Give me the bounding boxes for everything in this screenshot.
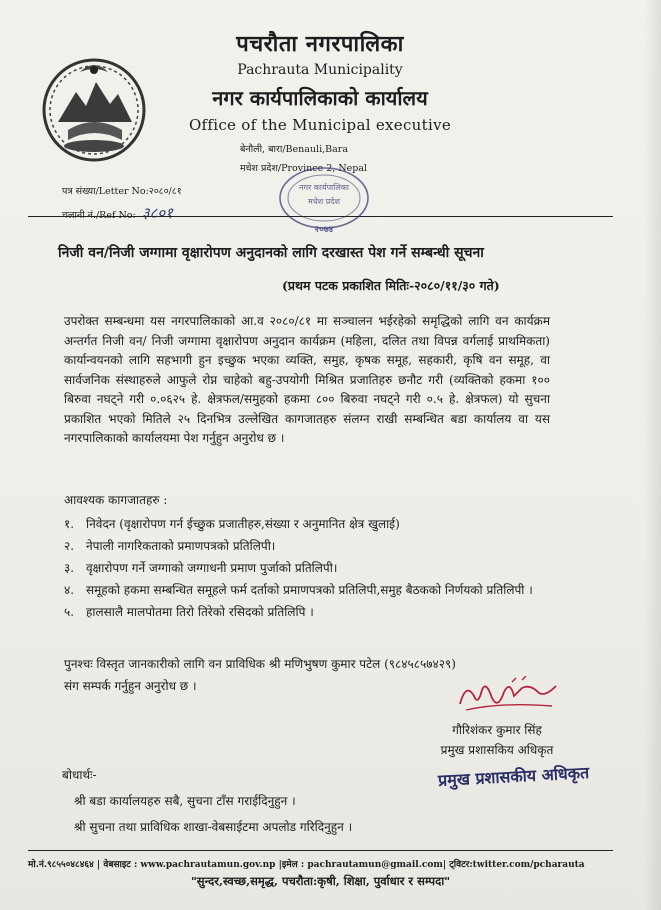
cc-list xyxy=(74,788,352,840)
letter-number-label: पत्र संख्या/Letter No: xyxy=(62,186,149,197)
list-item: ५. हालसालै मालपोतमा तिरो तिरेको रसिदको प्रतिलिपि । xyxy=(64,605,314,619)
footer-slogan: "सुन्दर,स्वच्छ,समृद्ध, पचरौता:कृषी, शिक्षा, पुर्वाधार र सम्पदा" xyxy=(190,874,451,888)
cc-heading: बोधार्थः- xyxy=(62,768,97,782)
page-edge-shadow xyxy=(643,0,661,910)
municipality-name-np: पचरौता नगरपालिका xyxy=(236,31,404,57)
stamp-text-top: नगर कार्यपालिका xyxy=(299,183,349,192)
office-stamp xyxy=(268,162,376,242)
handwritten-signature xyxy=(452,676,562,716)
documents-heading: आवश्यक कागजातहरु : xyxy=(64,493,168,507)
address-line-1: बेनौली, बारा/Benauli,Bara xyxy=(240,144,348,155)
notice-body-paragraph: उपरोक्त सम्बन्धमा यस नगरपालिकाको आ.व २०८०/८१ मा सञ्चालन भईरहेको समृद्धिको लागि वन कार्यक्रम अन्तर्गत निजी वन/ निजी जग्गामा वृक्षारोपण अनुदान कार्यक्रम (महिला, दलित तथा विपन्न वर्गलाई प्राथमिकता) कार्यान्वयनको लागि सहभागी हुन इच्छुक भएका व्यक्ति, समुह, कृषक समूह, सहकारी, कृषि वन समूह, वा सार्वजनिक संस्थाहरुले आफुले रोप्न चाहेको बहु-उपयोगी मिश्रित प्रजातिहरु छनौट गरी (व्यक्तिको हकमा १०० बिरुवा नघट्ने गरी ०.०६२५ हे. क्षेत्रफल/समुहको हकमा ८०० बिरुवा नघट्ने गरी ०.५ हे. क्षेत्रफल) यो सुचना प्रकाशित भएको मितिले २५ दिनभित्र उल्लेखित कागजातहरु संलग्न राखी सम्बन्धित बडा कार्यालय वा यस नगरपालिकाको कार्यालयमा पेश गर्नुहुन अनुरोध छ । xyxy=(64,314,550,445)
signatory-title: प्रमुख प्रशासकिय अधिकृत xyxy=(440,743,554,757)
letter-number-value: २०८०/८१ xyxy=(148,186,182,197)
list-item: श्री बडा कार्यालयहरु सबै, सुचना टाँस गराईदिनुहुन । xyxy=(74,794,296,808)
note-line-2: संग सम्पर्क गर्नुहुन अनुरोध छ । xyxy=(64,679,197,693)
signatory-block xyxy=(422,720,572,760)
footer-divider xyxy=(28,850,613,851)
nepal-emblem-logo xyxy=(38,52,150,164)
address-line-2: मधेश प्रदेश/Province 2, Nepal xyxy=(240,163,368,174)
note-line-1: पुनश्चः विस्तृत जानकारीको लागि वन प्राविधिक श्री मणिभुषण कुमार पटेल (९८४५८५७४२९) xyxy=(64,657,456,671)
required-documents-list xyxy=(64,513,564,623)
list-item: श्री सुचना तथा प्राविधिक शाखा-वेबसाईटमा अपलोड गरिदिनुहुन । xyxy=(74,820,353,834)
office-name-en: Office of the Municipal executive xyxy=(188,116,452,134)
list-item: १. निवेदन (वृक्षारोपण गर्न ईच्छुक प्रजातीहरु,संख्या र अनुमानित क्षेत्र खुलाई) xyxy=(64,517,400,531)
signatory-name: गौरिशंकर कुमार सिंह xyxy=(452,723,542,737)
list-item: ३. वृक्षारोपण गर्ने जग्गाको जग्गाधनी प्रमाण पुर्जाको प्रतिलिपी। xyxy=(64,561,338,575)
footer-contact-line: मो.नं.९८५५०४८४६४ | वेबसाइट : www.pachrautamun.gov.np |इमेल : pachrautamun@gmail.com| ट्विटर:twitter.com/pcharauta xyxy=(28,860,585,870)
ref-number-value: ३८०१ xyxy=(141,204,173,222)
signatory-stamp: प्रमुख प्रशासकीय अधिकृत xyxy=(437,763,590,790)
reference-number xyxy=(62,203,173,223)
first-publication-date: (प्रथम पटक प्रकाशित मितिः-२०८०/११/३० गते) xyxy=(282,278,500,293)
letter-number xyxy=(62,184,182,197)
header-divider xyxy=(28,216,613,217)
stamp-text-date: २०७४ xyxy=(314,225,334,235)
ref-number-label: चलानी नं./Ref No: xyxy=(62,210,136,221)
stamp-text-mid: मधेश प्रदेश xyxy=(308,197,340,206)
municipality-name-en: Pachrauta Municipality xyxy=(237,62,403,78)
office-name-np: नगर कार्यपालिकाको कार्यालय xyxy=(212,86,428,110)
notice-subject: निजी वन/निजी जग्गामा वृक्षारोपण अनुदानको लागि दरखास्त पेश गर्ने सम्बन्धी सूचना xyxy=(58,245,484,261)
list-item: ४. समूहको हकमा सम्बन्धित समूहले फर्म दर्ताको प्रमाणपत्रको प्रतिलिपी,समुह बैठकको निर्णयको प्रतिलिपी । xyxy=(64,583,533,597)
list-item: २. नेपाली नागरिकताको प्रमाणपत्रको प्रतिलिपी। xyxy=(64,539,276,553)
